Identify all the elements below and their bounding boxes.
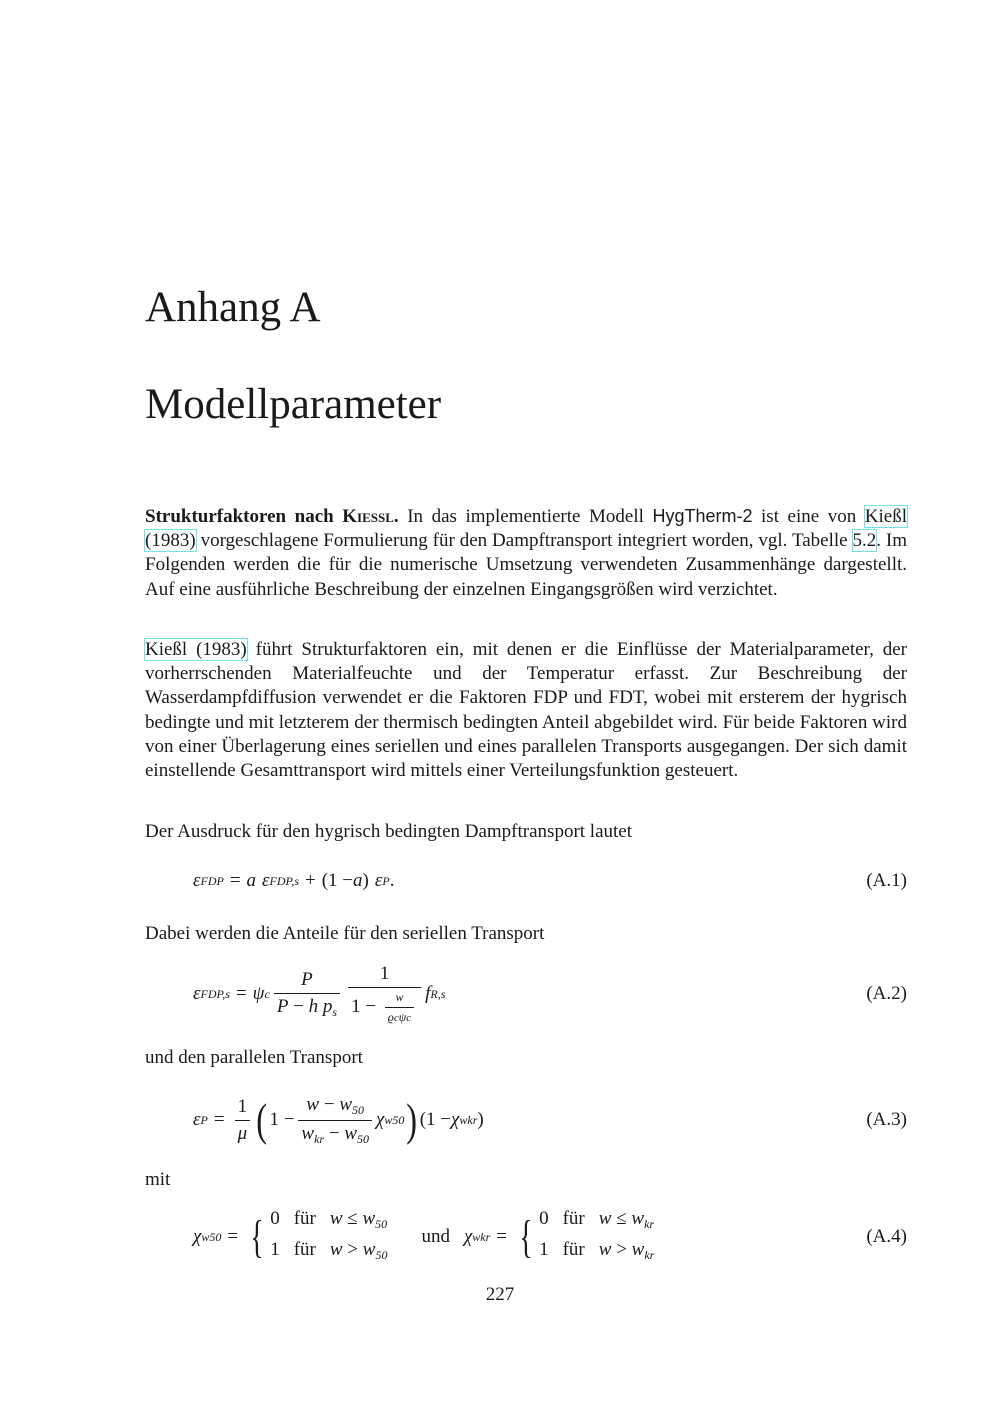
- equation-number: (A.4): [866, 1226, 907, 1247]
- chapter-title: Modellparameter: [145, 381, 442, 428]
- paragraph-hygric-expression: Der Ausdruck für den hygrisch bedingten Dampftransport lautet: [145, 821, 633, 842]
- equation-a1: [193, 870, 907, 892]
- model-name: HygTherm-2: [652, 506, 753, 526]
- chapter-label: Anhang A: [145, 284, 321, 331]
- page-number: 227: [485, 1284, 515, 1305]
- equation-a4-body: χ w50 = { 0 für $w \le w_{50}$ 1 für $w > w_{50}$ und χ wkr = { 0 für $w \le w_{kr}$ 1 für $w > w_{kr}$: [193, 1208, 655, 1262]
- equation-a2: [193, 963, 907, 1024]
- citation-link-kiessl-2[interactable]: Kießl (1983): [145, 639, 247, 660]
- equation-a4: [193, 1210, 907, 1264]
- paragraph-kiessl-factors: Kießl (1983) führt Strukturfaktoren ein, mit denen er die Einflüsse der Materialparameter, der vorherrschenden Materialfeuchte und der Temperatur erfasst. Zur Beschreibung der Wasserdampfdiffusion verwendet er die Faktoren FDP und FDT, wobei mit ersterem der hygrisch bedingte und mit letzterem der thermisch bedingten Anteil abgebildet wird. Für beide Faktoren wird von einer Überlagerung eines seriellen und eines parallelen Transports ausgegangen. Der sich damit einstellende Gesamttransport wird mittels einer Verteilungsfunktion gesteuert.: [145, 639, 908, 782]
- paragraph-serial: Dabei werden die Anteile für den seriellen Transport: [145, 923, 545, 944]
- citation-link-kiessl[interactable]: Kießl (1983): [145, 506, 907, 552]
- equation-a2-body: ε FDP,s = ψ c $\frac{P}{P - h p_s}$ 1 1 − $\frac{w}{\text{ϱcψc}}$ f R,s: [193, 963, 446, 1024]
- paragraph-mit: mit: [145, 1169, 171, 1190]
- equation-a3-body: ε P = $\frac{1}{\mu}$ ( 1 − $\frac{w - w_{50}}{w_{kr} - w_{50}}$ χ w50 ) (1 − χ wkr ): [193, 1093, 484, 1146]
- equation-a3: [193, 1093, 907, 1147]
- equation-number: (A.1): [866, 870, 907, 891]
- paragraph-parallel: und den parallelen Transport: [145, 1047, 363, 1068]
- equation-number: (A.3): [866, 1109, 907, 1130]
- equation-number: (A.2): [866, 983, 907, 1004]
- paragraph-lead: Strukturfaktoren nach Kießl.: [145, 506, 399, 527]
- table-ref-link[interactable]: 5.2: [852, 530, 877, 552]
- equation-a1-body: ε FDP = a ε FDP,s + (1 − a ) ε P .: [193, 870, 395, 891]
- paragraph-structure-factors: Strukturfaktoren nach Kießl. In das implementierte Modell HygTherm-2 ist eine von Kießl (1983) vorgeschlagene Formulierung für den Dampftransport integriert worden, vgl. Tabelle 5.2. Im Folgenden werden die für die numerische Umsetzung verwendeten Zusammenhänge dargestellt. Auf eine ausführliche Beschreibung der einzelnen Eingangsgrößen wird verzichtet.: [145, 506, 908, 600]
